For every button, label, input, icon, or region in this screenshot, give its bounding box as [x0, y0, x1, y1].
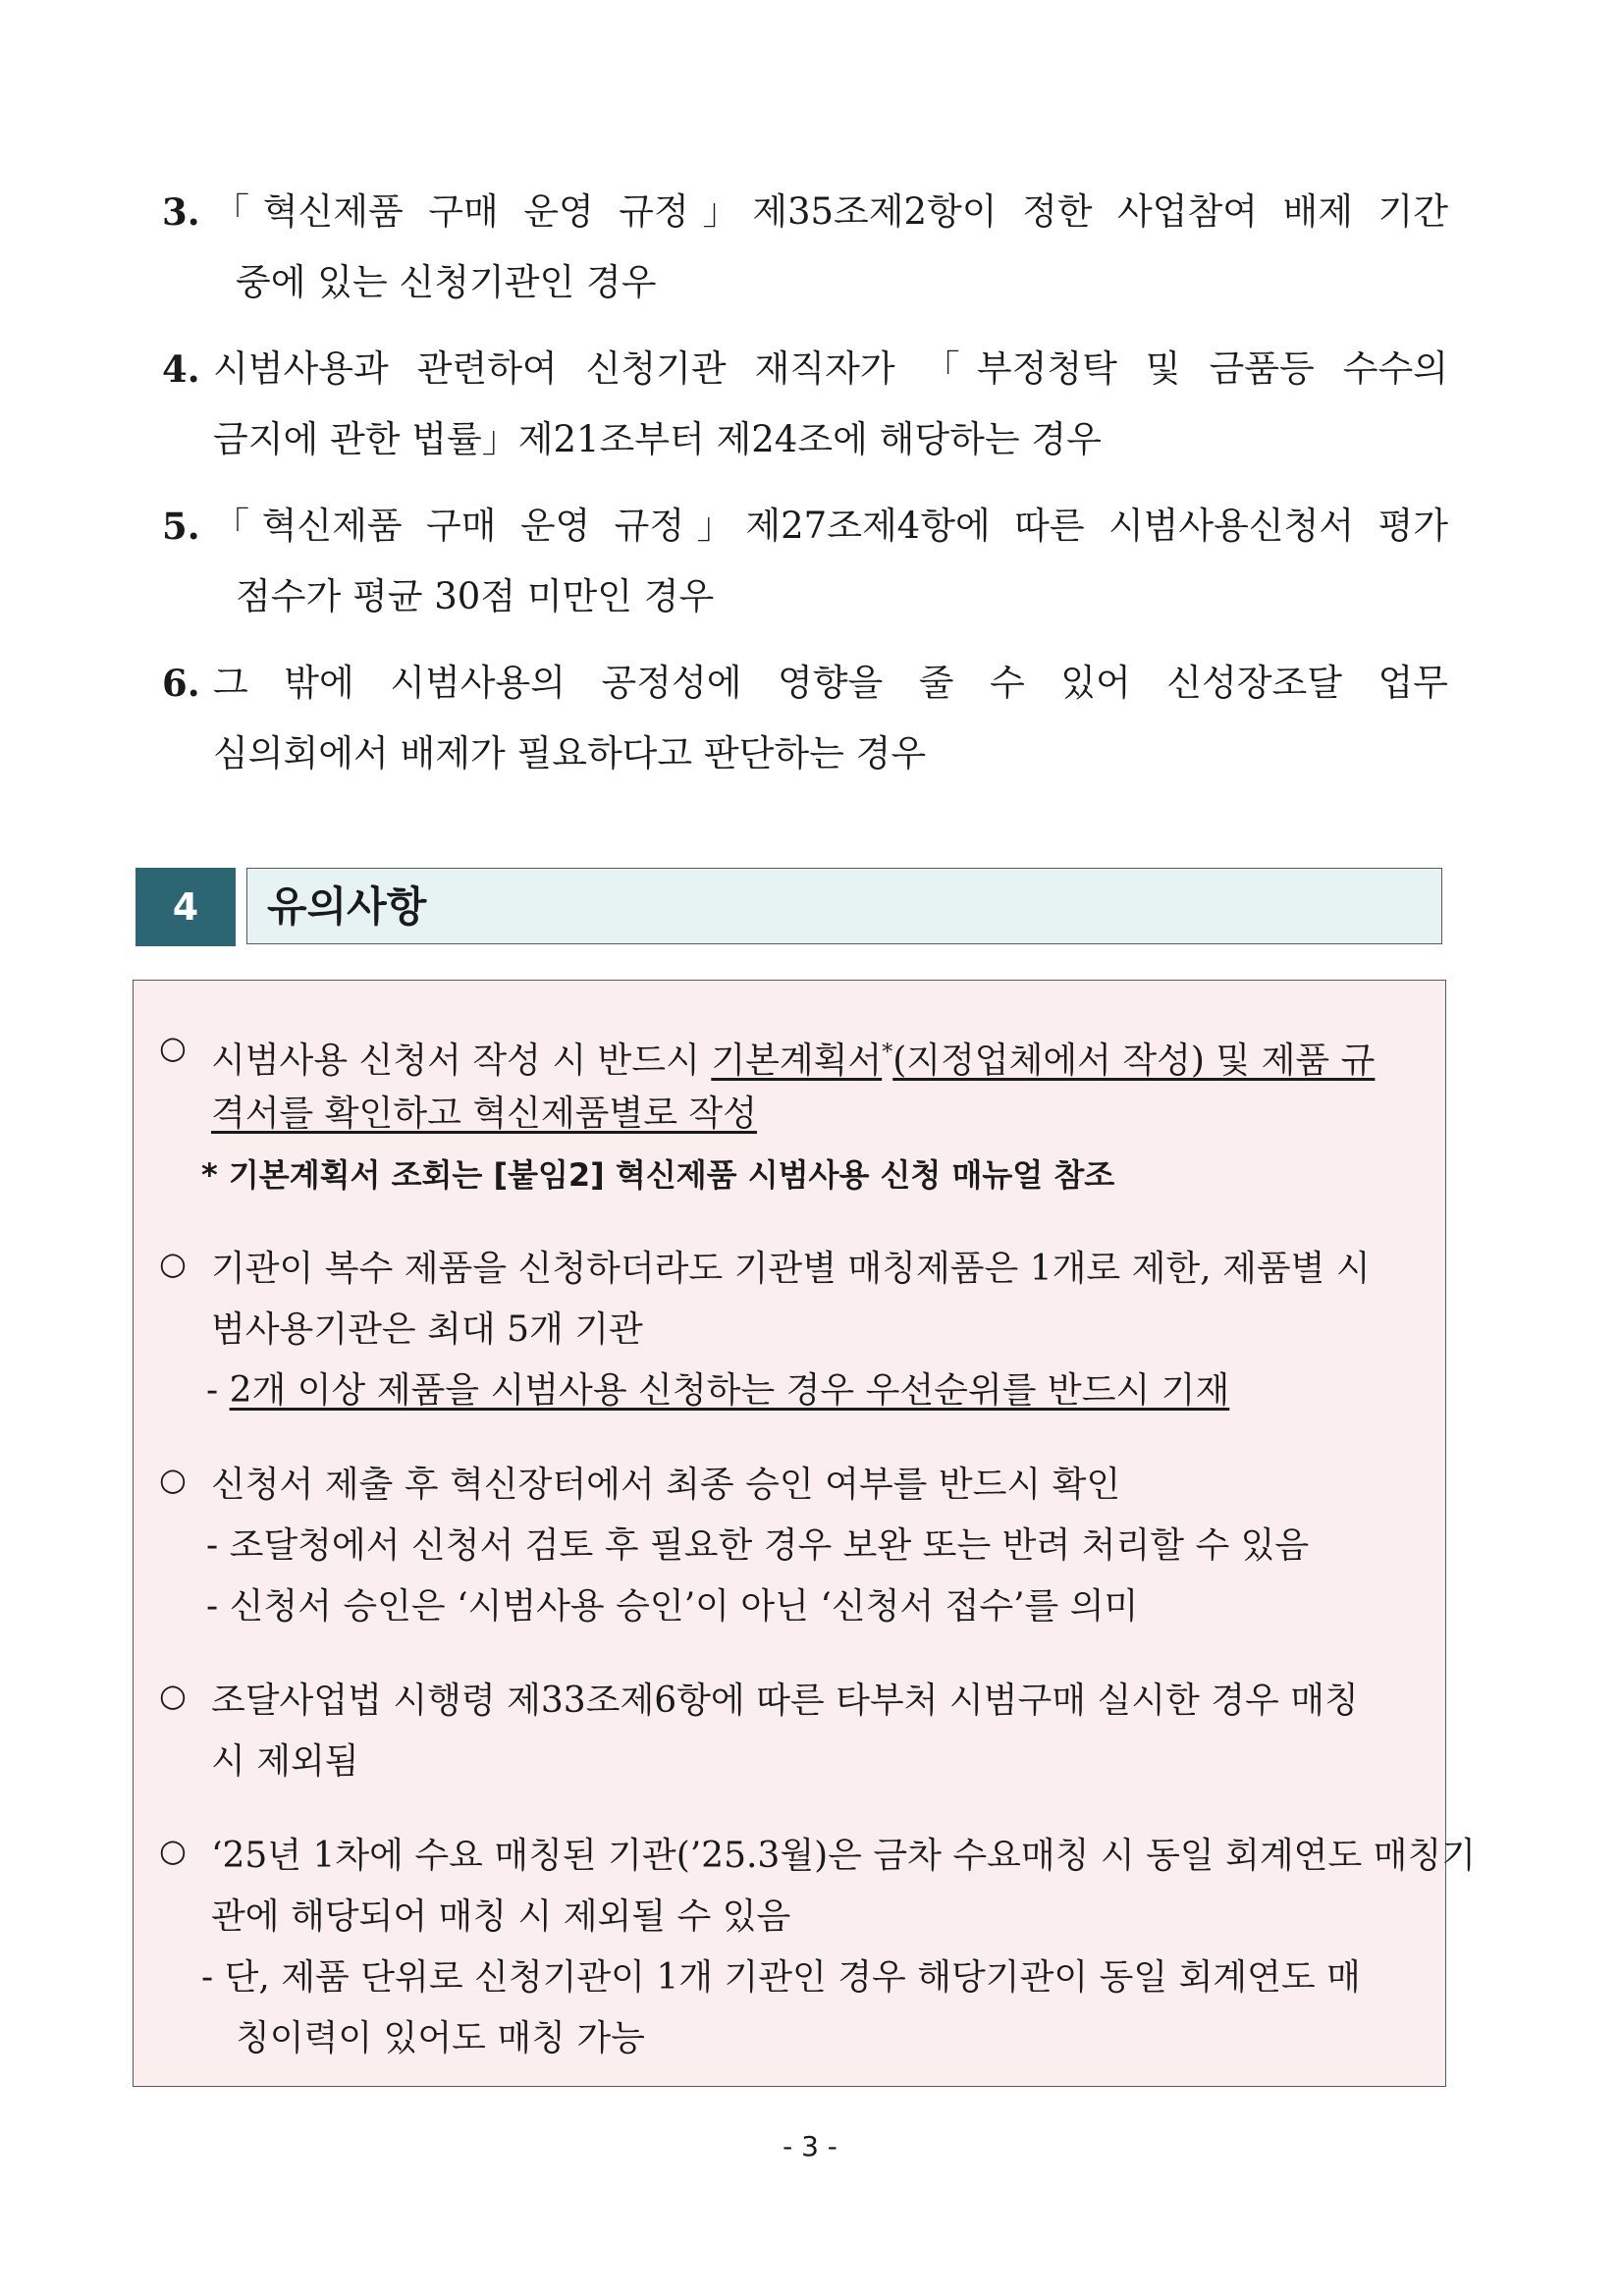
bullet-circle: ○ [159, 1832, 187, 1869]
item-text-line1: 「혁신제품 구매 운영 규정」제27조제4항에 따른 시범사용신청서 평가 [213, 505, 1448, 547]
section-title: 유의사항 [246, 868, 1442, 944]
note-2-sub-underlined: 2개 이상 제품을 시범사용 신청하는 경우 우선순위를 반드시 기재 [229, 1370, 1230, 1411]
note-4-line2: 시 제외됨 [211, 1741, 359, 1782]
note-3-line1: 신청서 제출 후 혁신장터에서 최종 승인 여부를 반드시 확인 [211, 1465, 1121, 1505]
dash-marker: - [206, 1370, 230, 1411]
item-text-line2: 점수가 평균 30점 미만인 경우 [236, 575, 715, 617]
item-text-line1: 시범사용과 관련하여 신청기관 재직자가 「부정청탁 및 금품등 수수의 [213, 347, 1448, 390]
note-1-underlined-a: 기본계획서 [711, 1041, 883, 1081]
note-2-line2: 범사용기관은 최대 5개 기관 [211, 1309, 643, 1350]
item-number: 4. [162, 347, 200, 391]
note-1-underlined-b: (지정업체에서 작성) 및 제품 규 [892, 1041, 1376, 1081]
note-3-sub2: - 신청서 승인은 ‘시범사용 승인’이 아닌 ‘신청서 접수’를 의미 [206, 1586, 1139, 1627]
page-number: - 3 - [783, 2130, 837, 2163]
note-5-sub1: - 단, 제품 단위로 신청기관이 1개 기관인 경우 해당기관이 동일 회계연도 매 [201, 1957, 1361, 1998]
bullet-circle: ○ [159, 1029, 187, 1066]
note-1-pre: 시범사용 신청서 작성 시 반드시 [211, 1041, 712, 1081]
item-text-line2: 금지에 관한 법률」제21조부터 제24조에 해당하는 경우 [213, 418, 1102, 460]
bullet-circle: ○ [159, 1461, 187, 1498]
note-2-line1: 기관이 복수 제품을 신청하더라도 기관별 매칭제품은 1개로 제한, 제품별 시 [211, 1249, 1371, 1289]
note-3-sub1: - 조달청에서 신청서 검토 후 필요한 경우 보완 또는 반려 처리할 수 있음 [206, 1525, 1310, 1566]
note-1-line2: 격서를 확인하고 혁신제품별로 작성 [211, 1094, 757, 1134]
bullet-circle: ○ [159, 1245, 187, 1282]
item-number: 5. [162, 505, 200, 548]
item-text-line1: 그 밖에 시범사용의 공정성에 영향을 줄 수 있어 신성장조달 업무 [213, 662, 1448, 704]
note-1-asterisk: * [882, 1041, 893, 1065]
note-1-footnote: * 기본계획서 조회는 [붙임2] 혁신제품 시범사용 신청 매뉴얼 참조 [201, 1156, 1115, 1194]
section-number: 4 [135, 868, 236, 946]
bullet-circle: ○ [159, 1677, 187, 1714]
item-number: 6. [162, 662, 200, 705]
note-5-sub2: 칭이력이 있어도 매칭 가능 [236, 2018, 645, 2058]
item-number: 3. [162, 190, 200, 234]
note-5-line2: 관에 해당되어 매칭 시 제외될 수 있음 [211, 1896, 791, 1937]
item-text-line2: 중에 있는 신청기관인 경우 [236, 261, 657, 303]
item-text-line2: 심의회에서 배제가 필요하다고 판단하는 경우 [213, 732, 927, 774]
note-5-line1: ‘25년 1차에 수요 매칭된 기관(’25.3월)은 금차 수요매칭 시 동일 회계연도 매칭기 [211, 1836, 1477, 1876]
note-2-subline [206, 1361, 1229, 1421]
item-text-line1: 「혁신제품 구매 운영 규정」제35조제2항이 정한 사업참여 배제 기간 [213, 190, 1448, 233]
note-1-line1 [211, 1023, 1443, 1092]
note-4-line1: 조달사업법 시행령 제33조제6항에 따른 타부처 시범구매 실시한 경우 매칭 [211, 1681, 1359, 1721]
